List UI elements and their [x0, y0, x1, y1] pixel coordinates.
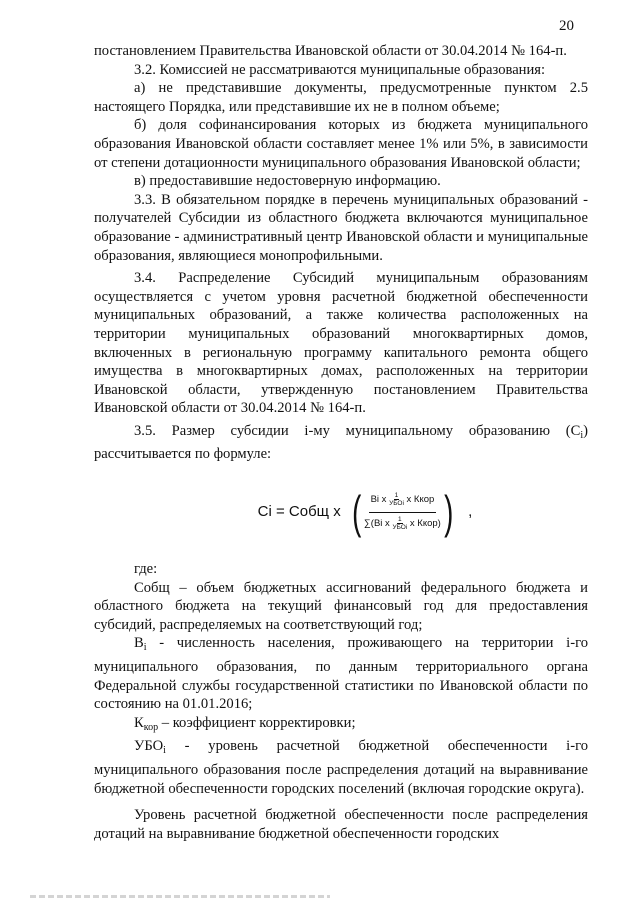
subsidy-formula: [118, 482, 612, 542]
formula-num-inverse: [389, 492, 404, 507]
definition-uboi-subscript: i: [163, 745, 166, 757]
formula-numerator: [369, 491, 437, 513]
formula-trailing-comma: ,: [468, 502, 473, 520]
paragraph-3-5-text-b: ) рассчитывается по формуле:: [94, 422, 588, 463]
page-number: 20: [559, 18, 574, 34]
definition-sobsch: Собщ – объем бюджетных ассигнований федерального бюджета и областного бюджета на текущий финансовый год для предоставления субсидий, распределяемых на соответствующий год;: [94, 579, 588, 633]
formula-close-paren: ): [443, 486, 454, 539]
definition-uboi-symbol: УБО: [134, 738, 164, 755]
paragraph-3-2-v: в) предоставившие недостоверную информацию.: [134, 173, 441, 190]
formula-den-ubo: УБОi: [392, 523, 408, 531]
definition-kkor: [94, 714, 588, 738]
formula-den-open: ∑(Bi x: [364, 517, 390, 529]
definition-uboi-text: - уровень расчетной бюджетной обеспеченности i-го муниципального образования после распределения дотаций на выравнивание бюджетной обеспеченности городских поселений (включая городские округа).: [94, 738, 588, 797]
definition-kkor-symbol: К: [134, 714, 144, 731]
paragraph-3-2: 3.2. Комиссией не рассматриваются муниципальные образования:: [134, 61, 546, 78]
definition-bi-symbol: B: [134, 635, 144, 652]
definition-kkor-text: – коэффициент корректировки;: [158, 714, 356, 731]
document-body: [94, 42, 588, 843]
scan-artifact-line: [30, 895, 330, 898]
paragraph-3-5-text-a: 3.5. Размер субсидии i-му муниципальному образованию (C: [134, 422, 581, 439]
paragraph-3-2-b: б) доля софинансирования которых из бюджета муниципального образования Ивановской области составляет менее 1% или 5%, в зависимости от степени дотационности муниципального образования Ивановской области;: [94, 117, 588, 171]
formula-lhs: Ci = Собщ x: [257, 502, 341, 520]
paragraph-3-5: [94, 422, 588, 464]
paragraph-3-5-subscript: i: [580, 429, 584, 441]
formula-num-bi: Bi x: [370, 493, 387, 505]
paragraph-3-2-a: а) не представившие документы, предусмотренные пунктом 2.5 настоящего Порядка, или представившие их не в полном объеме;: [94, 80, 588, 115]
formula-den-inverse: [392, 516, 407, 531]
definition-bi-text: - численность населения, проживающего на территории i-го муниципального образования, по данным территориального органа Федеральной службы государственной статистики по Ивановской области по состоянию на 01.01.2016;: [94, 635, 588, 713]
definition-uboi: [94, 737, 588, 798]
paragraph-continuation: постановлением Правительства Ивановской области от 30.04.2014 № 164-п.: [94, 43, 567, 59]
formula-den-one: 1: [398, 515, 402, 523]
formula-denominator: [364, 513, 441, 534]
formula-num-one: 1: [394, 491, 399, 499]
paragraph-3-4: 3.4. Распределение Субсидий муниципальным образованиям осуществляется с учетом уровня расчетной бюджетной обеспеченности муниципальных образований, а также количества расположенных на территории муниципальных образований многоквартирных домов, включенных в региональную программу капитального ремонта общего имущества в многоквартирных домах, расположенных на территории Ивановской области, утвержденную постановлением Правительства Ивановской области от 30.04.2014 № 164-п.: [94, 270, 588, 417]
definition-bi-subscript: i: [143, 642, 147, 654]
formula-num-k: x Ккор: [406, 493, 435, 505]
definition-kkor-subscript: кор: [143, 721, 159, 733]
formula-den-k: x Ккор): [409, 517, 441, 529]
paragraph-budget-level: Уровень расчетной бюджетной обеспеченности после распределения дотаций на выравнивание бюджетной обеспеченности городских: [94, 807, 588, 842]
where-label: где:: [134, 561, 158, 578]
definition-bi: [94, 634, 588, 713]
formula-open-paren: (: [351, 486, 361, 539]
formula-fraction: [364, 491, 441, 533]
paragraph-3-3: 3.3. В обязательном порядке в перечень муниципальных образований - получателей Субсидии из областного бюджета включаются муниципальное образование - административный центр Ивановской области и муниципальные образования, являющиеся монопрофильными.: [94, 191, 588, 264]
formula-num-ubo: УБОi: [389, 499, 404, 507]
